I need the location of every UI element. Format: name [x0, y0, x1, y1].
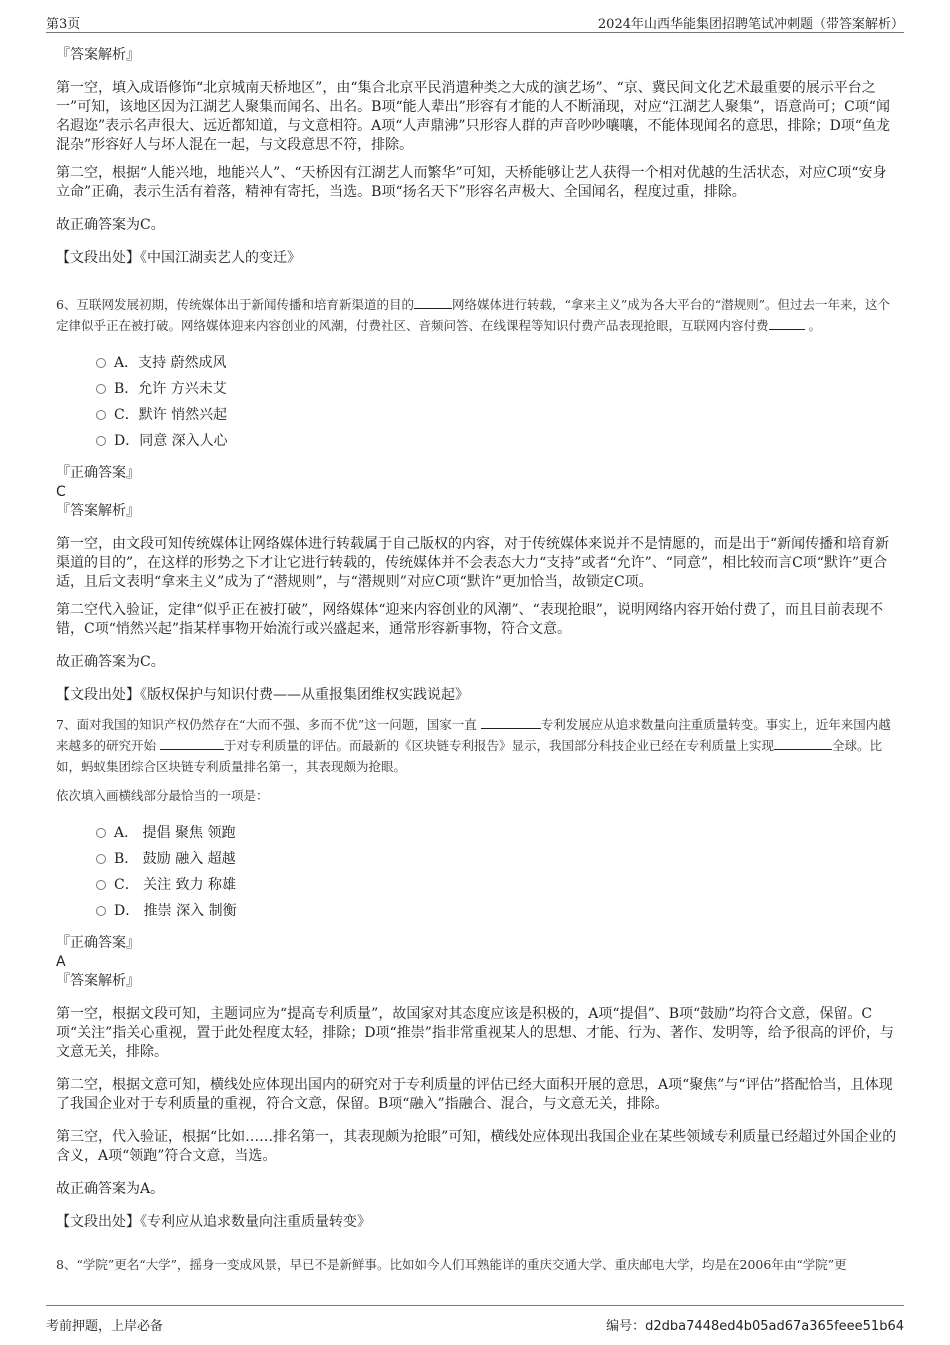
q7-option-d[interactable]: D． 推崇 深入 制衡: [96, 898, 900, 924]
q8-stem-partial: 8、“学院”更名“大学”，摇身一变成风景，早已不是新鲜事。比如如今人们耳熟能详的重庆交通大学、重庆邮电大学，均是在2006年由“学院”更: [56, 1257, 847, 1272]
q7-blank-3: [774, 737, 832, 750]
q6-analysis-p2: 第二空代入验证，定律“似乎正在被打破”，网络媒体“迎来内容创业的风潮”、“表现抢眼”，说明网络内容开始付费了，而且目前表现不错，C项“悄然兴起”指某样事物开始流行或兴盛起来，通常形容新事物，符合文意。: [56, 602, 883, 637]
page-header: [46, 10, 904, 33]
q7-prompt: 依次填入画横线部分最恰当的一项是：: [56, 788, 269, 803]
q7-blank-2: [160, 737, 224, 750]
q6-stem-part2: 网络媒体进行转载，“拿来主义”成为各大平台的“潜规则”。但过去一年来，这个定律似乎正在被打破。网络媒体迎来内容创业的风潮，付费社区、音频问答、在线课程等知识付费产品表现抢眼，互联网内容付费: [56, 297, 891, 333]
q6-analysis-label: 『答案解析』: [56, 503, 140, 519]
q6-stem-part1: 6、互联网发展初期，传统媒体出于新闻传播和培育新渠道的目的: [56, 297, 414, 312]
q5-analysis-label: 『答案解析』: [56, 47, 140, 63]
q6-option-c[interactable]: C．默许 悄然兴起: [96, 402, 900, 428]
document-id: 编号：d2dba7448ed4b05ad67a365feee51b64: [606, 1319, 904, 1334]
page-number: 第3页: [46, 17, 81, 32]
q7-analysis-p3: 第三空，代入验证，根据“比如……排名第一，其表现颇为抢眼”可知，横线处应体现出我国企业在某些领域专利质量已经超过外国企业的含义，A项“领跑”符合文意，当选。: [56, 1129, 897, 1164]
q6-option-b[interactable]: B．允许 方兴未艾: [96, 376, 900, 402]
q7-option-a[interactable]: A． 提倡 聚焦 领跑: [96, 820, 900, 846]
q7-blank-1: [481, 716, 541, 729]
radio-icon[interactable]: [96, 828, 106, 838]
q5-analysis-p1: 第一空，填入成语修饰“北京城南天桥地区”，由“集合北京平民消遣种类之大成的演艺场”、“京、冀民间文化艺术最重要的展示平台之一”可知，该地区因为江湖艺人聚集而闻名、出名。B项“能人辈出”形容有才能的人不断涌现，对应“江湖艺人聚集”，语意尚可；C项“闻名遐迩”表示名声很大、远近都知道，与文意相符。A项“人声鼎沸”只形容人群的声音吵吵嚷嚷，不能体现闻名的意思，排除；D项“鱼龙混杂”形容好人与坏人混在一起，与文段意思不符，排除。: [56, 80, 890, 153]
q7-conclusion: 故正确答案为A。: [56, 1181, 165, 1197]
q5-conclusion: 故正确答案为C。: [56, 217, 165, 233]
q7-answer: A: [56, 954, 66, 970]
q7-source: 【文段出处】《专利应从追求数量向注重质量转变》: [56, 1214, 371, 1230]
q7-answer-label: 『正确答案』: [56, 935, 140, 951]
q7-analysis-p2: 第二空，根据文意可知，横线处应体现出国内的研究对于专利质量的评估已经大面积开展的意思，A项“聚焦”与“评估”搭配恰当，且体现了我国企业对于专利质量的重视，符合文意，保留。B项“融入”指融合、混合，与文意无关，排除。: [56, 1077, 893, 1112]
q6-analysis-p1: 第一空，由文段可知传统媒体让网络媒体进行转载属于自己版权的内容，对于传统媒体来说并不是情愿的，而是出于“新闻传播和培育新渠道的目的”，在这样的形势之下才让它进行转载的，传统媒体并不会表态大力“支持”或者“允许”、“同意”，相比较而言C项“默许”更合适，且后文表明“拿来主义”成为了“潜规则”，与“潜规则”对应C项“默许”更加恰当，故锁定C项。: [56, 536, 890, 590]
radio-icon[interactable]: [96, 880, 106, 890]
q6-blank-1: [414, 296, 452, 309]
radio-icon[interactable]: [96, 358, 106, 368]
radio-icon[interactable]: [96, 410, 106, 420]
radio-icon[interactable]: [96, 854, 106, 864]
q7-option-c[interactable]: C． 关注 致力 称雄: [96, 872, 900, 898]
q6-options: [96, 350, 900, 454]
q6-option-d[interactable]: D．同意 深入人心: [96, 428, 900, 454]
q7-analysis-label: 『答案解析』: [56, 973, 140, 989]
radio-icon[interactable]: [96, 906, 106, 916]
q5-analysis-p2: 第二空，根据“人能兴地，地能兴人”、“天桥因有江湖艺人而繁华”可知，天桥能够让艺人获得一个相对优越的生活状态，对应C项“安身立命”正确，表示生活有着落，精神有寄托，当选。B项“扬名天下”形容名声极大、全国闻名，程度过重，排除。: [56, 165, 887, 200]
page-footer: [46, 1305, 904, 1336]
q7-options: [96, 820, 900, 924]
q6-conclusion: 故正确答案为C。: [56, 654, 165, 670]
q7-option-b[interactable]: B． 鼓励 融入 超越: [96, 846, 900, 872]
q6-option-a[interactable]: A．支持 蔚然成风: [96, 350, 900, 376]
page-content: [56, 46, 900, 1299]
document-title: 2024年山西华能集团招聘笔试冲刺题（带答案解析）: [597, 17, 904, 32]
footer-slogan: 考前押题，上岸必备: [46, 1319, 164, 1334]
q6-blank-2: [769, 317, 805, 330]
q6-answer-label: 『正确答案』: [56, 465, 140, 481]
q6-stem: [56, 294, 900, 336]
q6-stem-part3: 。: [804, 318, 821, 333]
q7-stem: 7、面对我国的知识产权仍然存在“大而不强、多而不优”这一问题，国家一直 专利发展应从追求数量向注重质量转变。事实上，近年来国内越来越多的研究开始 于对专利质量的评估。而最新的《区块链专利报告》显示，我国部分科技企业已经在专利质量上实现 全球。比如，蚂蚁集团综合区块链专利质量排名第一，其表现颇为抢眼。: [56, 717, 891, 774]
q7-analysis-p1: 第一空，根据文段可知，主题词应为“提高专利质量”，故国家对其态度应该是积极的，A项“提倡”、B项“鼓励”均符合文意，保留。C项“关注”指关心重视，置于此处程度太轻，排除；D项“推崇”指非常重视某人的思想、才能、行为、著作、发明等，给予很高的评价，与文意无关，排除。: [56, 1006, 894, 1060]
q5-source: 【文段出处】《中国江湖卖艺人的变迁》: [56, 250, 301, 266]
q6-answer: C: [56, 484, 66, 500]
radio-icon[interactable]: [96, 436, 106, 446]
radio-icon[interactable]: [96, 384, 106, 394]
q6-source: 【文段出处】《版权保护与知识付费——从重报集团维权实践说起》: [56, 687, 469, 703]
